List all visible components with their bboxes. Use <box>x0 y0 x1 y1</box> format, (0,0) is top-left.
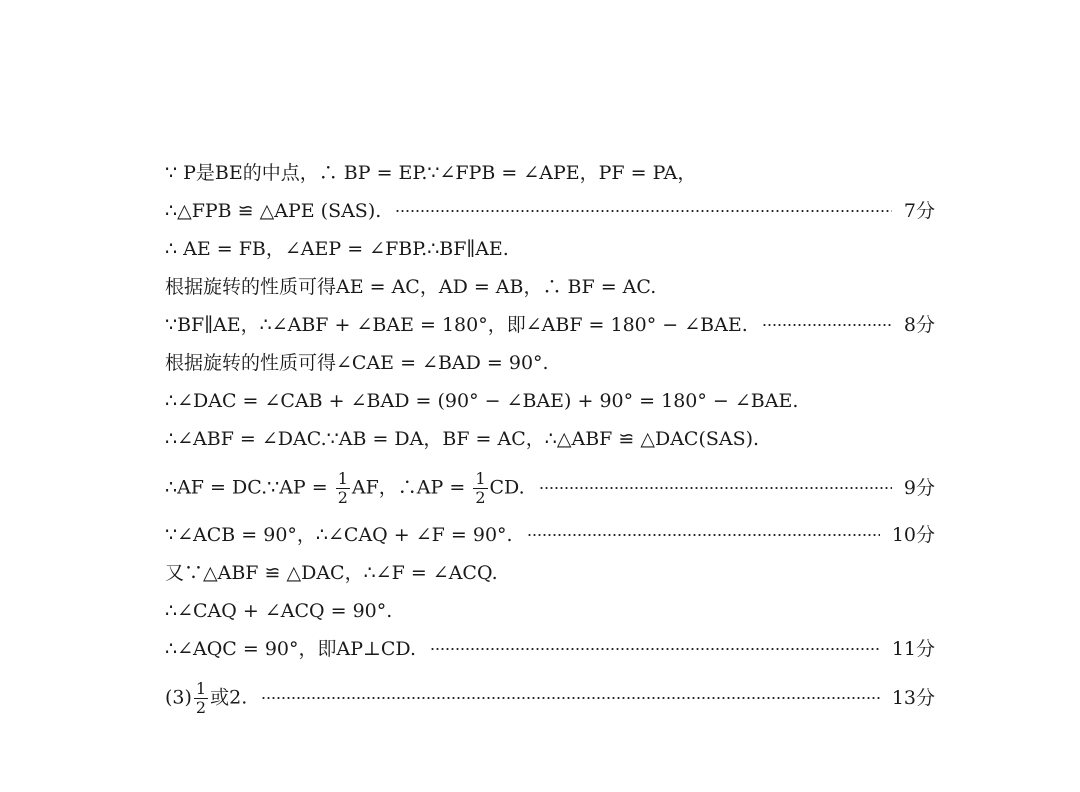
line-text: ∵ P是BE的中点，∴ BP = EP.∵∠FPB = ∠APE，PF = PA， <box>165 162 697 184</box>
solution-line-13 <box>165 634 935 664</box>
solution-line-7 <box>165 386 935 416</box>
text-segment: AF，∴AP = <box>351 476 472 498</box>
score-label: 11分 <box>891 638 935 660</box>
line-text: ∴△FPB ≌ △APE (SAS). <box>165 200 382 222</box>
line-text: ∴∠CAQ + ∠ACQ = 90°. <box>165 600 393 622</box>
line-text: ∵BF∥AE，∴∠ABF + ∠BAE = 180°，即∠ABF = 180° − ∠BAE. <box>165 314 748 336</box>
solution-line-3 <box>165 234 935 264</box>
line-text <box>165 678 248 717</box>
solution-line-5 <box>165 310 935 340</box>
text-segment: ∴AF = DC.∵AP = <box>165 476 334 498</box>
solution-line-2 <box>165 196 935 226</box>
fraction-denominator: 2 <box>475 487 486 507</box>
solution-line-14 <box>165 676 935 720</box>
fraction-numerator: 1 <box>475 468 486 488</box>
line-text: 根据旋转的性质可得∠CAE = ∠BAD = 90°. <box>165 352 549 374</box>
dot-leader <box>539 487 892 489</box>
dot-leader <box>430 648 880 650</box>
solution-line-12 <box>165 596 935 626</box>
fraction-denominator: 2 <box>195 697 207 717</box>
text-segment: (3) <box>165 686 192 708</box>
solution-line-9 <box>165 466 935 510</box>
solution-line-8 <box>165 424 935 454</box>
score-label: 13分 <box>891 687 935 709</box>
fraction <box>336 468 350 507</box>
line-text: 又∵△ABF ≌ △DAC，∴∠F = ∠ACQ. <box>165 562 498 584</box>
fraction <box>473 468 487 507</box>
line-text: ∴∠ABF = ∠DAC.∵AB = DA，BF = AC，∴△ABF ≌ △DAC(SAS). <box>165 428 760 450</box>
solution-line-1 <box>165 158 935 188</box>
line-text: ∴ AE = FB，∠AEP = ∠FBP.∴BF∥AE. <box>165 238 509 260</box>
dot-leader <box>527 534 880 536</box>
line-text: ∵∠ACB = 90°，∴∠CAQ + ∠F = 90°. <box>165 524 513 546</box>
dot-leader <box>395 210 892 212</box>
score-label: 10分 <box>891 524 935 546</box>
fraction-numerator: 1 <box>337 468 348 488</box>
line-text: 根据旋转的性质可得AE = AC，AD = AB，∴ BF = AC. <box>165 276 657 298</box>
text-segment: CD. <box>489 476 525 498</box>
score-label: 7分 <box>903 200 935 222</box>
dot-leader <box>762 324 892 326</box>
score-label: 9分 <box>903 477 935 499</box>
fraction <box>194 678 208 717</box>
line-text: ∴∠AQC = 90°，即AP⊥CD. <box>165 638 417 660</box>
fraction-denominator: 2 <box>337 487 348 507</box>
fraction-numerator: 1 <box>195 678 207 698</box>
solution-line-6 <box>165 348 935 378</box>
solution-line-4 <box>165 272 935 302</box>
line-text: ∴∠DAC = ∠CAB + ∠BAD = (90° − ∠BAE) + 90° = 180° − ∠BAE. <box>165 390 799 412</box>
solution-line-10 <box>165 520 935 550</box>
solution-line-11 <box>165 558 935 588</box>
line-text <box>165 468 525 507</box>
score-label: 8分 <box>903 314 935 336</box>
text-segment: 或2. <box>210 686 248 708</box>
dot-leader <box>261 697 880 699</box>
